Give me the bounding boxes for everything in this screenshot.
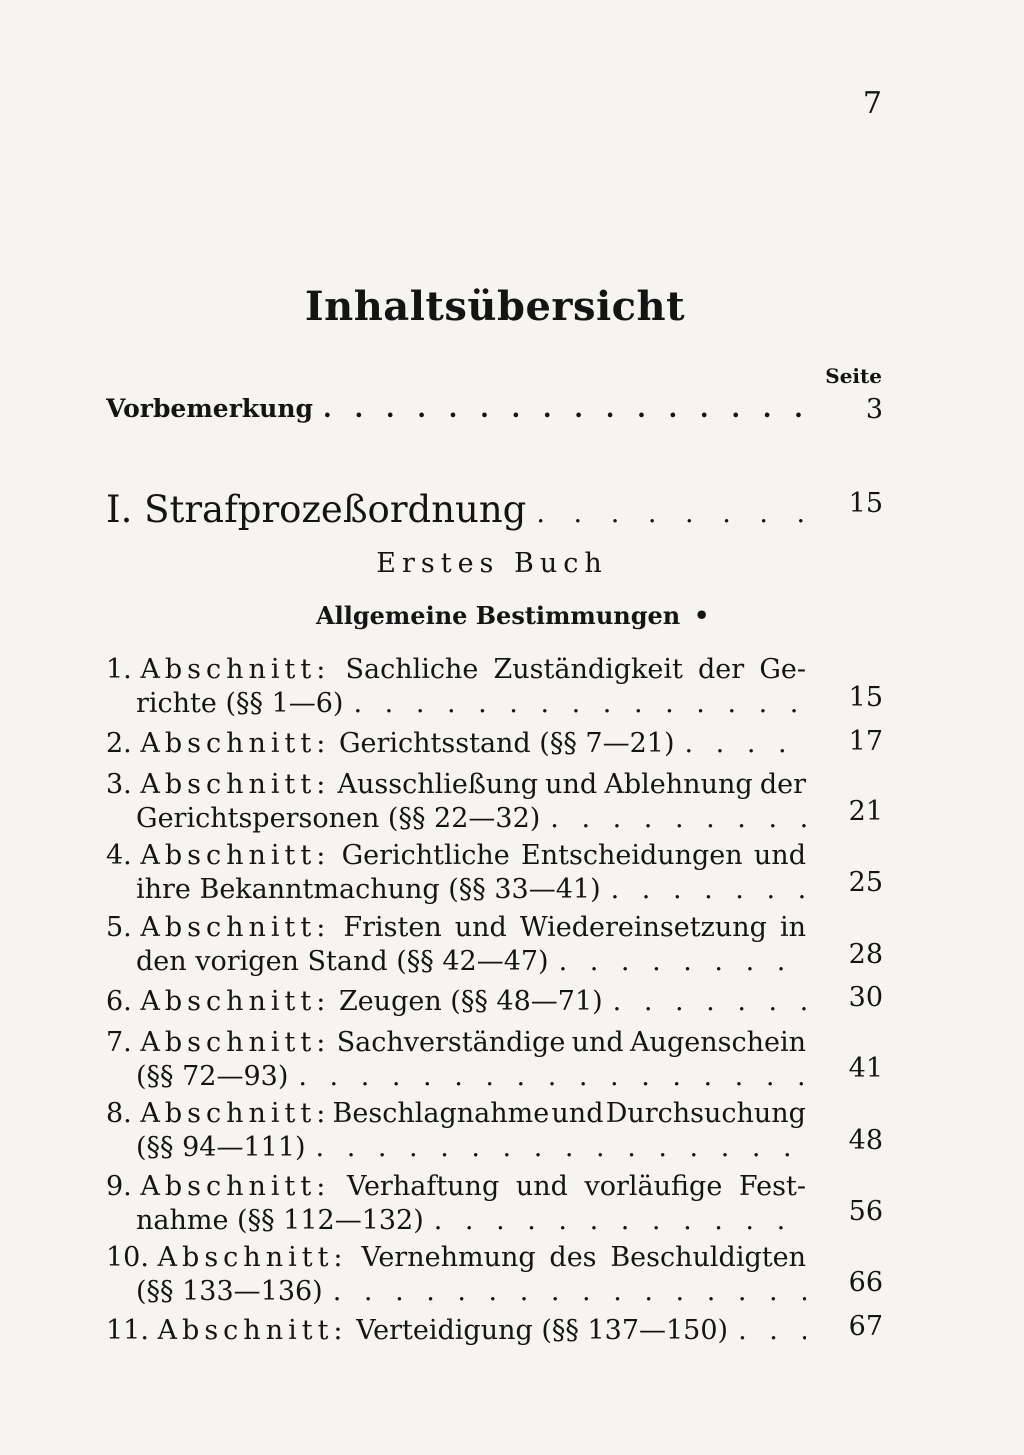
toc-entry-page: 3 bbox=[865, 394, 883, 425]
toc-entry-4-line2 bbox=[136, 874, 806, 905]
abschnitt-word: Abschnitt: bbox=[140, 1027, 331, 1058]
abschnitt-word: Abschnitt: bbox=[157, 1315, 348, 1346]
entry-word: Augenschein bbox=[630, 1027, 806, 1058]
entry-word: und bbox=[753, 840, 806, 871]
entry-number: 7. bbox=[106, 1027, 132, 1058]
bullet-mark: • bbox=[694, 601, 710, 630]
toc-entry-7-line2 bbox=[136, 1061, 806, 1092]
entry-number: 4. bbox=[106, 840, 132, 871]
entry-title: richte (§§ 1—6) bbox=[136, 688, 344, 719]
entry-word: und bbox=[515, 1171, 568, 1202]
entry-word: in bbox=[779, 912, 806, 943]
section-heading: Allgemeine Bestimmungen bbox=[316, 601, 681, 630]
entry-number: 1. bbox=[106, 654, 132, 685]
toc-entry-vorbemerkung bbox=[106, 394, 806, 423]
page-number: 7 bbox=[862, 86, 882, 121]
toc-entry-page: 28 bbox=[848, 939, 883, 970]
entry-word: Verhaftung bbox=[346, 1171, 500, 1202]
toc-entry-page: 41 bbox=[848, 1053, 883, 1084]
entry-word: und bbox=[545, 769, 598, 800]
abschnitt-word: Abschnitt: bbox=[140, 728, 331, 759]
abschnitt-word: Abschnitt: bbox=[140, 654, 331, 685]
toc-entry-10-line1 bbox=[106, 1242, 806, 1273]
toc-entry-2 bbox=[106, 728, 806, 759]
toc-part-heading bbox=[106, 488, 806, 531]
entry-number: 2. bbox=[106, 728, 132, 759]
toc-entry-page: 67 bbox=[848, 1311, 883, 1342]
entry-word: der bbox=[698, 654, 745, 685]
entry-title: (§§ 94—111) bbox=[136, 1132, 306, 1163]
entry-number: 11. bbox=[106, 1315, 149, 1346]
entry-title: Gerichtsstand (§§ 7—21) bbox=[338, 728, 675, 759]
toc-entry-5-line2 bbox=[136, 946, 806, 977]
entry-number: 8. bbox=[106, 1098, 132, 1129]
page-column-header: Seite bbox=[825, 364, 882, 388]
entry-title: den vorigen Stand (§§ 42—47) bbox=[136, 946, 549, 977]
entry-title: nahme (§§ 112—132) bbox=[136, 1205, 424, 1236]
entry-word: Gerichtliche bbox=[341, 840, 510, 871]
toc-part-page: 15 bbox=[848, 488, 883, 519]
entry-word: Ablehnung bbox=[604, 769, 753, 800]
toc-entry-3-line2 bbox=[136, 803, 806, 834]
page-title: Inhaltsübersicht bbox=[304, 283, 686, 330]
entry-word: Wiedereinsetzung bbox=[519, 912, 767, 943]
toc-entry-11 bbox=[106, 1315, 806, 1346]
abschnitt-word: Abschnitt: bbox=[140, 840, 331, 871]
dot-leader bbox=[288, 1061, 806, 1092]
entry-number: 6. bbox=[106, 986, 132, 1017]
entry-title: (§§ 133—136) bbox=[136, 1276, 323, 1307]
toc-entry-label: Vorbemerkung bbox=[106, 394, 314, 423]
toc-part-label: I. Strafprozeßordnung bbox=[106, 488, 527, 531]
toc-entry-page: 56 bbox=[848, 1196, 883, 1227]
entry-word: Sachverständige bbox=[336, 1027, 566, 1058]
toc-entry-page: 66 bbox=[848, 1267, 883, 1298]
dot-leader bbox=[343, 688, 806, 719]
abschnitt-word: Abschnitt: bbox=[140, 769, 331, 800]
toc-entry-9-line2 bbox=[136, 1205, 806, 1236]
entry-word: Vernehmung bbox=[361, 1242, 536, 1273]
entry-title: (§§ 72—93) bbox=[136, 1061, 289, 1092]
entry-word: Sachliche bbox=[345, 654, 479, 685]
toc-entry-8-line2 bbox=[136, 1132, 806, 1163]
toc-entry-5-line1 bbox=[106, 912, 806, 943]
toc-entry-1-line1 bbox=[106, 654, 806, 685]
entry-number: 5. bbox=[106, 912, 132, 943]
entry-word: und bbox=[454, 912, 507, 943]
entry-word: des bbox=[549, 1242, 597, 1273]
abschnitt-word: Abschnitt: bbox=[140, 912, 331, 943]
entry-word: Entscheidungen bbox=[521, 840, 743, 871]
dot-leader bbox=[549, 946, 806, 977]
entry-number: 9. bbox=[106, 1171, 132, 1202]
entry-word: Beschlagnahme bbox=[332, 1098, 550, 1129]
toc-entry-page: 25 bbox=[848, 867, 883, 898]
toc-entry-4-line1 bbox=[106, 840, 806, 871]
toc-entry-page: 48 bbox=[848, 1125, 883, 1156]
entry-word: Zuständigkeit bbox=[493, 654, 683, 685]
entry-number: 3. bbox=[106, 769, 132, 800]
entry-word: vorläufige bbox=[584, 1171, 723, 1202]
toc-entry-1-line2 bbox=[136, 688, 806, 719]
entry-word: Durchsuchung bbox=[605, 1098, 806, 1129]
book-heading: Erstes Buch bbox=[376, 548, 608, 579]
toc-entry-10-line2 bbox=[136, 1276, 806, 1307]
entry-title: Gerichtspersonen (§§ 22—32) bbox=[136, 803, 541, 834]
toc-entry-page: 30 bbox=[848, 982, 883, 1013]
toc-entry-6 bbox=[106, 986, 806, 1017]
toc-entry-3-line1 bbox=[106, 769, 806, 800]
entry-word: und bbox=[571, 1027, 624, 1058]
dot-leader bbox=[526, 498, 806, 529]
dot-leader bbox=[603, 986, 806, 1017]
entry-word: Beschuldigten bbox=[610, 1242, 806, 1273]
entry-word: Fristen bbox=[343, 912, 442, 943]
dot-leader bbox=[323, 1276, 806, 1307]
toc-entry-page: 21 bbox=[848, 796, 883, 827]
dot-leader bbox=[728, 1315, 806, 1346]
dot-leader bbox=[313, 394, 806, 423]
dot-leader bbox=[540, 803, 806, 834]
abschnitt-word: Abschnitt: bbox=[140, 986, 331, 1017]
entry-number: 10. bbox=[106, 1242, 149, 1273]
abschnitt-word: Abschnitt: bbox=[140, 1098, 331, 1129]
toc-entry-page: 17 bbox=[848, 726, 883, 757]
dot-leader bbox=[424, 1205, 806, 1236]
dot-leader bbox=[601, 874, 806, 905]
entry-word: Ge- bbox=[759, 654, 806, 685]
toc-entry-7-line1 bbox=[106, 1027, 806, 1058]
entry-title: ihre Bekanntmachung (§§ 33—41) bbox=[136, 874, 601, 905]
toc-entry-page: 15 bbox=[848, 682, 883, 713]
entry-word: und bbox=[551, 1098, 604, 1129]
abschnitt-word: Abschnitt: bbox=[140, 1171, 331, 1202]
abschnitt-word: Abschnitt: bbox=[157, 1242, 348, 1273]
entry-title: Verteidigung (§§ 137—150) bbox=[356, 1315, 729, 1346]
entry-word: der bbox=[759, 769, 806, 800]
toc-entry-9-line1 bbox=[106, 1171, 806, 1202]
entry-title: Zeugen (§§ 48—71) bbox=[338, 986, 603, 1017]
entry-word: Ausschließung bbox=[337, 769, 538, 800]
toc-entry-8-line1 bbox=[106, 1098, 806, 1129]
entry-word: Fest- bbox=[738, 1171, 806, 1202]
dot-leader bbox=[306, 1132, 806, 1163]
dot-leader bbox=[675, 728, 807, 759]
